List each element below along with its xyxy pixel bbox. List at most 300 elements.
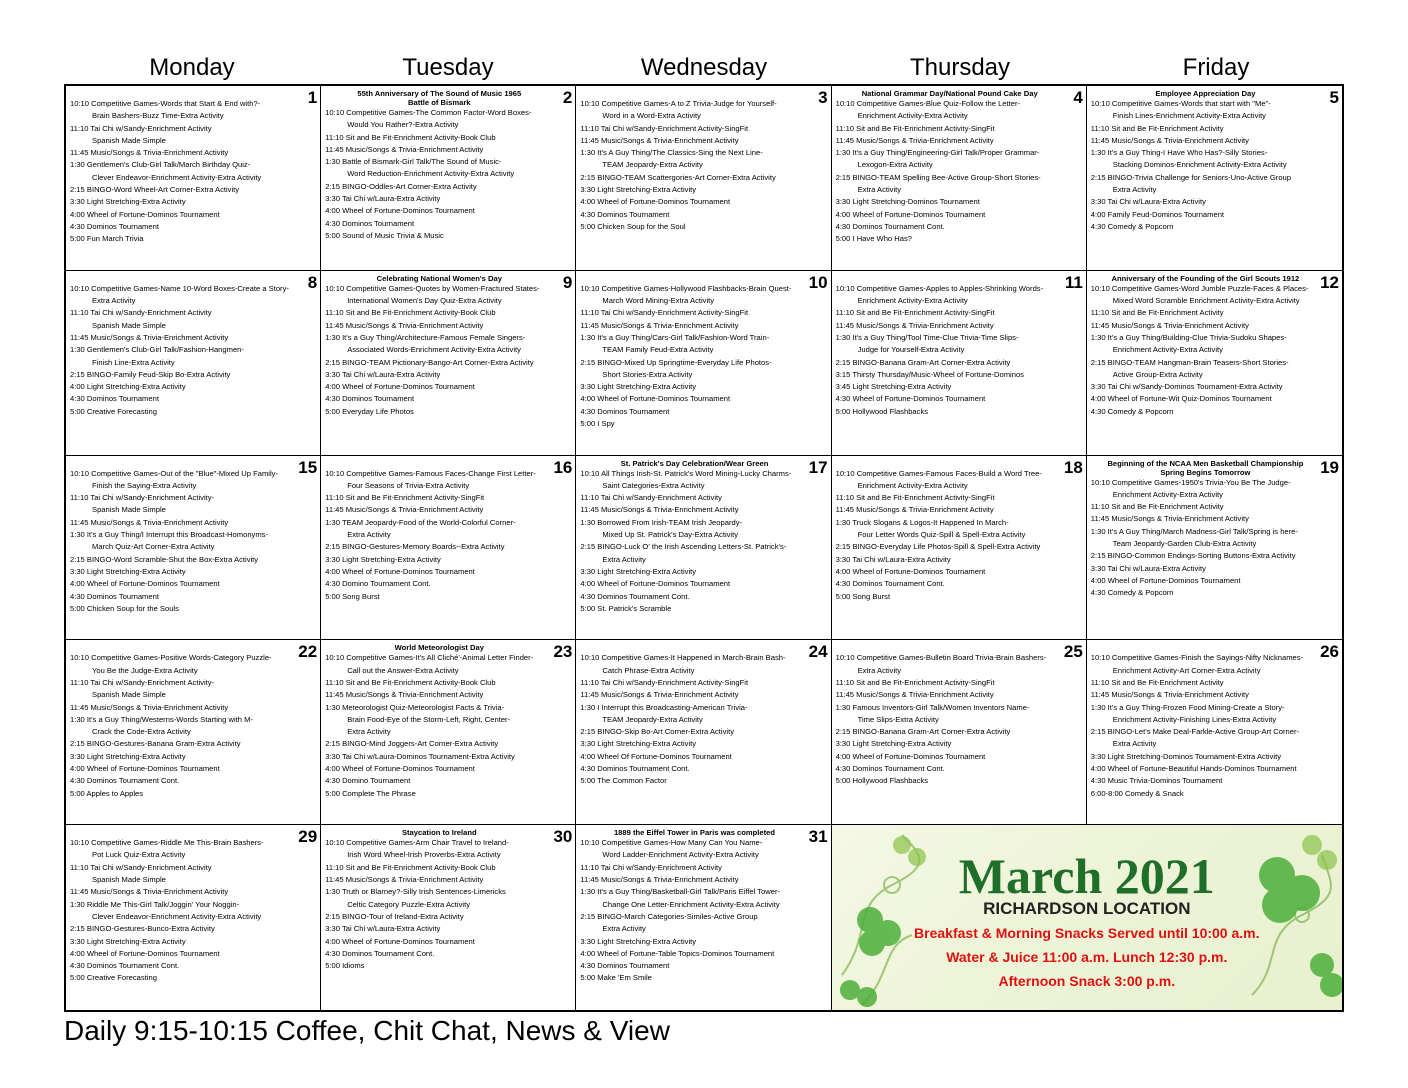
activity-line: 1:30 It's a Guy Thing/Building-Clue Trivia-Sudoku Shapes- [1090,332,1287,342]
day-cell [66,825,321,1010]
activity-list [836,652,1082,787]
activity-line: 1:30 Borrowed From Irish-TEAM Irish Jeopardy- [580,517,743,527]
activity-line: Spanish Made Simple [92,875,166,885]
activity-line: 2:15 BINGO-Skip Bo-Art Corner-Extra Activity [580,727,734,737]
day-number: 29 [298,827,318,847]
activity-line: 6:00-8:00 Comedy & Snack [1090,788,1184,798]
activity-line: Clever Endeavor-Enrichment Activity-Extra Activity [92,911,262,921]
activity-line: 4:30 Domino Tournament Cont. [325,579,431,589]
activity-line: 10:10 Competitive Games-Bulletin Board Trivia-Brain Bashers- [835,653,1047,663]
day-observance [1091,643,1338,652]
activity-list [325,652,571,800]
activity-line: Finish the Saying-Extra Activity [92,480,197,490]
day-observance [70,459,316,468]
day-cell [321,271,576,456]
activity-line: 4:00 Wheel of Fortune-Table Topics-Dominos Tournament [580,948,775,958]
activity-line: 4:00 Wheel of Fortune-Dominos Tournament [70,579,220,589]
day-cell [1087,640,1342,825]
day-number: 25 [1063,642,1083,662]
day-number: 8 [307,272,318,292]
activity-line: Four Seasons of Trivia-Extra Activity [347,480,470,490]
activity-line: Brain Bashers-Buzz Time-Extra Activity [92,111,224,121]
activity-line: 4:30 Dominos Tournament [325,218,415,228]
day-number: 24 [808,642,828,662]
activity-line: 11:10 Tai Chi w/Sandy-Enrichment Activity [70,308,212,318]
activity-line: 5:00 St. Patrick's Scramble [580,603,672,613]
activity-line: 1:30 It's a Guy Thing-Frozen Food Mining-Create a Story- [1090,702,1285,712]
activity-line: Team Jeopardy-Garden Club-Extra Activity [1112,539,1257,549]
activity-line: 10:10 Competitive Games-Famous Faces-Build a Word Tree- [835,468,1042,478]
day-number: 15 [298,457,318,477]
activity-list [70,468,316,616]
activity-line: 3:30 Tai Chi w/Laura-Extra Activity [1090,563,1206,573]
activity-line: 3:30 Light Stretching-Dominos Tournament-Extra Activity [1090,751,1282,761]
activity-line: 3:30 Light Stretching-Extra Activity [580,185,697,195]
activity-line: 2:15 BINGO-Gestures-Banana Gram-Extra Activity [70,739,241,749]
activity-line: 10:10 Competitive Games-Hollywood Flashbacks-Brain Quest- [580,283,792,293]
activity-line: Crack the Code-Extra Activity [92,727,191,737]
activity-line: 1:30 It's a Guy Thing/Westerns-Words Starting with M- [70,714,253,724]
month-title: March 2021 [958,848,1215,905]
activity-line: Irish Word Wheel-Irish Proverbs-Extra Activity [347,850,501,860]
day-number: 16 [553,457,573,477]
activity-line: 4:30 Dominos Tournament Cont. [70,776,180,786]
day-observance: 1889 the Eiffel Tower in Paris was completed [613,828,776,838]
activity-line: Extra Activity [602,554,646,564]
meal-time-breakfast: Breakfast & Morning Snacks Served until 10:00 a.m. [914,925,1260,942]
activity-line: 3:30 Light Stretching-Extra Activity [580,566,697,576]
activity-line: 5:00 Make 'Em Smile [580,973,652,983]
day-observance: St. Patrick's Day Celebration/Wear Green [620,458,769,468]
weekday-friday: Friday [1182,54,1250,81]
day-cell [1087,456,1342,641]
activity-line: 4:00 Family Feud-Dominos Tournament [1090,209,1225,219]
activity-line: Spanish Made Simple [92,135,166,145]
day-observance: National Grammar Day/National Pound Cake Day [861,89,1038,98]
activity-line: 3:30 Light Stretching-Extra Activity [325,554,441,564]
activity-line: TEAM Jeopardy-Extra Activity [602,160,703,170]
activity-line: 2:15 BINGO-Oddles-Art Corner-Extra Activity [325,181,477,191]
day-observance [70,643,316,652]
day-number: 31 [808,827,828,847]
activity-line: 10:10 Competitive Games-Out of the "Blue"-Mixed Up Family- [70,468,278,478]
activity-line: 11:10 Tai Chi w/Sandy-Enrichment Activity [580,493,722,503]
activity-line: 11:45 Music/Songs & Trivia-Enrichment Activity [580,135,739,145]
activity-line: 3:30 Light Stretching-Extra Activity [580,936,697,946]
activity-line: 11:10 Tai Chi w/Sandy-Enrichment Activity- [70,677,215,687]
activity-line: 4:30 Wheel of Fortune-Dominos Tournament [835,394,986,404]
activity-list [836,468,1082,603]
day-number: 4 [1073,88,1083,107]
activity-line: 2:15 BINGO-Gestures-Memory Boards--Extra Activity [325,542,505,552]
activity-list [1091,283,1338,418]
activity-line: Short Stories-Extra Activity [602,369,693,379]
activity-line: Judge for Yourself-Extra Activity [857,345,965,355]
activity-line: 10:10 Competitive Games-It's All Cliché'-Animal Letter Finder- [325,653,534,663]
activity-line: 11:45 Music/Songs & Trivia-Enrichment Activity [325,144,484,154]
day-cell [321,456,576,641]
activity-line: 1:30 Meteorologist Quiz-Meteorologist Facts & Trivia- [325,702,505,712]
activity-line: 2:15 BINGO-Family Feud-Skip Bo-Extra Activity [70,369,231,379]
day-cell [832,86,1087,271]
activity-line: Active Group-Extra Activity [1112,369,1203,379]
activity-line: Brain Food-Eye of the Storm-Left, Right, Center- [347,714,511,724]
activity-line: 4:00 Wheel of Fortune-Wit Quiz-Dominos Tournament [1090,394,1272,404]
day-cell [576,640,831,825]
activity-line: 4:00 Wheel of Fortune-Dominos Tournament [580,579,731,589]
activity-line: 2:15 BINGO-Word Scramble-Shut the Box-Extra Activity [70,554,259,564]
activity-line: 11:10 Sit and Be Fit-Enrichment Activity-SingFit [325,493,485,503]
activity-line: 2:15 BINGO-TEAM Hangman-Brain Teasers-Short Stories- [1090,357,1289,367]
day-cell [576,271,831,456]
activity-line: Extra Activity [857,665,902,675]
activity-line: 4:00 Wheel Of Fortune-Dominos Tournament [580,751,732,761]
activity-line: 10:10 Competitive Games-A to Z Trivia-Judge for Yourself- [580,99,777,108]
day-cell [66,640,321,825]
activity-line: 10:10 All Things Irish-St. Patrick's Word Mining-Lucky Charms- [580,468,792,478]
activity-line: 4:00 Wheel of Fortune-Dominos Tournament [580,197,731,207]
activity-line: Extra Activity [1112,185,1157,195]
activity-list [1091,98,1338,233]
day-observance [836,274,1082,283]
activity-line: 4:30 Dominos Tournament [70,394,159,404]
day-cell [321,86,576,271]
activity-line: Extra Activity [347,727,391,737]
activity-line: 1:30 It's a Guy Thing/I Interrupt this Broadcast-Homonyms- [70,530,268,540]
day-cell [321,640,576,825]
activity-line: 5:00 Hollywood Flashbacks [835,776,929,786]
activity-list [836,283,1082,418]
day-cell [576,825,831,1010]
calendar-grid [64,84,1344,1012]
activity-line: 11:10 Sit and Be Fit-Enrichment Activity [1090,308,1224,318]
day-cell [576,86,831,271]
weekday-monday: Monday [149,54,235,81]
day-cell [1087,86,1342,271]
day-number: 12 [1320,272,1339,292]
activity-line: 5:00 Fun March Trivia [70,234,144,244]
activity-line: 11:45 Music/Songs & Trivia-Enrichment Activity [580,505,739,515]
activity-list [70,283,316,418]
activity-line: Enrichment Activity-Extra Activity [1112,489,1223,499]
activity-line: 11:10 Tai Chi w/Sandy-Enrichment Activity-SingFit [580,308,749,318]
activity-line: 4:00 Light Stretching-Extra Activity [70,382,186,392]
activity-line: 3:30 Light Stretching-Dominos Tournament [835,197,980,207]
activity-line: 11:45 Music/Songs & Trivia-Enrichment Activity [70,702,229,712]
activity-list [70,837,316,985]
activity-line: 5:00 I Spy [580,419,615,429]
activity-line: 11:45 Music/Songs & Trivia-Enrichment Activity [580,875,739,885]
activity-line: 5:00 I Have Who Has? [835,234,912,244]
activity-line: 11:10 Sit and Be Fit-Enrichment Activity-SingFit [835,677,995,687]
activity-line: Enrichment Activity-Extra Activity [857,296,968,306]
meal-time-snack: Afternoon Snack 3:00 p.m. [998,973,1176,990]
activity-line: 11:45 Music/Songs & Trivia-Enrichment Activity [835,135,994,145]
activity-line: 1:30 I Interrupt this Broadcasting-American Trivia- [580,702,748,712]
activity-line: 3:30 Light Stretching-Extra Activity [580,382,697,392]
activity-line: 1:30 It's a Guy Thing/Architecture-Famous Female Singers- [325,332,526,342]
activity-line: Clever Endeavor-Enrichment Activity-Extra Activity [92,172,262,182]
activity-line: Four Letter Words Quiz-Spill & Spell-Extra Activity [857,530,1026,540]
activity-line: 11:10 Sit and Be Fit-Enrichment Activity-Book Club [325,308,496,318]
activity-line: 5:00 Chicken Soup for the Souls [70,603,179,613]
activity-line: TEAM Jeopardy-Extra Activity [602,714,703,724]
activity-line: 11:10 Sit and Be Fit-Enrichment Activity [1090,502,1224,512]
activity-line: 2:15 BINGO-Gestures-Bunco-Extra Activity [70,924,215,934]
activity-line: 1:30 Riddle Me This-Girl Talk/Joggin' Your Noggin- [70,899,240,909]
activity-list [325,283,571,418]
activity-line: Time Slips-Extra Activity [857,714,939,724]
activity-line: 4:30 Dominos Tournament [580,961,670,971]
activity-line: Lexogon-Extra Activity [857,160,933,170]
day-cell [321,825,576,1010]
activity-line: 10:10 Competitive Games-The Common Factor-Word Boxes- [325,108,532,117]
day-observance [70,89,316,98]
activity-line: 4:30 Dominos Tournament Cont. [835,764,945,774]
activity-line: 3:30 Light Stretching-Extra Activity [70,936,186,946]
activity-line: Word in a Word-Extra Activity [602,111,701,121]
activity-line: 4:30 Dominos Tournament [580,406,670,416]
day-cell [1087,271,1342,456]
activity-list [580,98,826,233]
activity-line: Saint Categories-Extra Activity [602,480,705,490]
activity-line: 1:30 TEAM Jeopardy-Food of the World-Colorful Corner- [325,517,516,527]
activity-line: 1:30 Gentlemen's Club-Girl Talk/Fashion-Hangmen- [70,345,244,355]
activity-line: 2:15 BINGO-Trivia Challenge for Seniors-Uno-Active Group [1090,172,1291,182]
activity-line: 4:30 Dominos Tournament Cont. [70,961,180,971]
day-observance: Beginning of the NCAA Men Basketball Championship Spring Begins Tomorrow [1107,458,1304,477]
activity-list [325,837,571,972]
activity-line: 11:10 Sit and Be Fit-Enrichment Activity-Book Club [325,862,496,872]
day-observance: World Meteorologist Day [394,643,484,653]
activity-line: 2:15 BINGO-March Categories-Similes-Active Group [580,911,758,921]
activity-line: 2:15 BINGO-Banana Gram-Art Corner-Extra Activity [835,727,1011,737]
activity-line: Extra Activity [602,924,646,934]
day-number: 26 [1320,642,1339,662]
activity-line: 11:10 Tai Chi w/Sandy-Enrichment Activity-SingFit [580,123,749,133]
activity-list [70,98,316,246]
activity-line: 4:00 Wheel of Fortune-Dominos Tournament [1090,575,1241,585]
activity-line: 2:15 BINGO-TEAM Scattergories-Art Corner-Extra Activity [580,172,776,182]
activity-line: 11:45 Music/Songs & Trivia-Enrichment Activity [580,320,739,330]
activity-line: 11:45 Music/Songs & Trivia-Enrichment Activity [1090,514,1249,524]
activity-line: Enrichment Activity-Art Corner-Extra Activity [1112,665,1261,675]
activity-line: 1:30 It's a Guy Thing/Engineering-Girl Talk/Proper Grammar- [835,148,1040,158]
activity-line: 2:15 BINGO-Tour of Ireland-Extra Activity [325,911,464,921]
day-cell [66,456,321,641]
activity-line: 5:00 The Common Factor [580,776,667,786]
day-number: 1 [307,88,318,107]
day-observance: Employee Appreciation Day [1155,89,1256,98]
activity-line: 11:10 Tai Chi w/Sandy-Enrichment Activity- [70,493,215,503]
activity-line: 3:30 Light Stretching-Extra Activity [70,197,186,207]
activity-list [70,652,316,800]
day-number: 5 [1329,88,1339,107]
activity-line: 11:45 Music/Songs & Trivia-Enrichment Activity [325,320,484,330]
activity-line: 4:00 Wheel of Fortune-Dominos Tournament [325,206,475,216]
activity-line: Finish Lines-Enrichment Activity-Extra Activity [1112,111,1266,121]
activity-line: Extra Activity [347,530,391,540]
activity-line: 2:15 BINGO-TEAM Spelling Bee-Active Group-Short Stories- [835,172,1041,182]
activity-line: 4:30 Comedy & Popcorn [1090,221,1174,231]
activity-line: 5:00 Creative Forecasting [70,406,157,416]
activity-line: 10:10 Competitive Games-Words that start with "Me"- [1090,99,1271,108]
activity-line: 4:00 Wheel of Fortune-Dominos Tournament [835,566,986,576]
activity-line: 11:10 Sit and Be Fit-Enrichment Activity-SingFit [835,123,995,133]
activity-line: 4:00 Wheel of Fortune-Dominos Tournament [325,566,475,576]
activity-line: 4:30 Music Trivia-Dominos Tournament [1090,776,1223,786]
activity-list [1091,652,1338,800]
activity-line: 4:00 Wheel of Fortune-Dominos Tournament [835,209,986,219]
location-name: RICHARDSON LOCATION [983,899,1191,919]
activity-line: 11:45 Music/Songs & Trivia-Enrichment Activity [835,505,994,515]
activity-list [325,107,571,242]
activity-line: 3:45 Light Stretching-Extra Activity [835,382,952,392]
activity-line: Mixed Word Scramble Enrichment Activity-Extra Activity [1112,296,1300,306]
activity-line: 3:30 Light Stretching-Extra Activity [580,739,697,749]
activity-line: 10:10 Competitive Games-Quotes by Women-Fractured States- [325,283,540,293]
day-number: 30 [553,827,573,847]
activity-line: 5:00 Song Burst [325,591,380,601]
activity-line: 5:00 Apples to Apples [70,788,144,798]
activity-line: 1:30 It's a Guy Thing/Basketball-Girl Talk/Paris Eiffel Tower- [580,887,781,897]
activity-line: Enrichment Activity-Extra Activity [857,111,968,121]
activity-line: 11:45 Music/Songs & Trivia-Enrichment Activity [835,690,994,700]
activity-line: 2:15 BINGO-Banana Gram-Art Corner-Extra Activity [835,357,1011,367]
day-number: 22 [298,642,318,662]
activity-line: 4:00 Wheel of Fortune-Dominos Tournament [325,382,475,392]
activity-line: 11:45 Music/Songs & Trivia-Enrichment Activity [1090,690,1249,700]
activity-line: 1:30 Battle of Bismark-Girl Talk/The Sound of Music- [325,157,502,167]
day-observance [836,643,1082,652]
activity-line: 11:45 Music/Songs & Trivia-Enrichment Activity [325,690,484,700]
day-cell [832,271,1087,456]
activity-line: 3:30 Tai Chi w/Laura-Extra Activity [325,194,441,204]
meal-time-lunch: Water & Juice 11:00 a.m. Lunch 12:30 p.m. [946,949,1228,966]
activity-line: 11:10 Tai Chi w/Sandy-Enrichment Activity-SingFit [580,677,749,687]
activity-list [580,652,826,787]
day-cell [832,640,1087,825]
activity-line: 5:00 Song Burst [835,591,891,601]
day-cell [576,456,831,641]
activity-line: Would You Rather?-Extra Activity [347,120,459,130]
day-observance: Anniversary of the Founding of the Girl Scouts 1912 [1111,273,1300,283]
day-observance [836,459,1082,468]
day-observance: Celebrating National Women's Day [376,273,502,283]
activity-line: Spanish Made Simple [92,320,166,330]
activity-line: 4:30 Dominos Tournament Cont. [325,948,435,958]
activity-line: 5:00 Idioms [325,961,365,971]
activity-line: 10:10 Competitive Games-Word Jumble Puzzle-Faces & Places- [1090,283,1309,293]
activity-line: 4:00 Wheel of Fortune-Dominos Tournament [835,751,986,761]
day-cell [66,86,321,271]
activity-line: 10:10 Competitive Games-1950's Trivia-You Be The Judge- [1090,477,1291,487]
activity-line: You Be the Judge-Extra Activity [92,665,198,675]
activity-line: Call out the Answer-Extra Activity [347,665,459,675]
activity-line: International Women's Day Quiz-Extra Activity [347,296,502,306]
activity-line: Enrichment Activity-Extra Activity [857,480,968,490]
activity-line: 1:30 It's A Guy Thing/March Madness-Girl Talk/Spring is here- [1090,526,1298,536]
activity-line: 3:30 Tai Chi w/Laura-Extra Activity [325,369,441,379]
activity-line: Spanish Made Simple [92,505,166,515]
activity-line: 4:30 Comedy & Popcorn [1090,588,1174,598]
activity-line: 11:10 Sit and Be Fit-Enrichment Activity-SingFit [835,493,995,503]
activity-line: 11:10 Sit and Be Fit-Enrichment Activity-Book Club [325,132,496,142]
activity-line: 3:30 Tai Chi w/Sandy-Dominos Tournament-Extra Activity [1090,382,1283,392]
day-number: 2 [562,88,573,107]
activity-line: 1:30 Truth or Blarney?-Silly Irish Sentences-Limericks [325,887,506,897]
activity-line: 4:30 Dominos Tournament Cont. [835,579,945,589]
day-number: 23 [553,642,573,662]
activity-list [580,283,826,431]
activity-line: 1:30 It's A Guy Thing/The Classics-Sing the Next Line- [580,148,763,158]
activity-line: 1:30 Famous Inventors-Girl Talk/Women Inventors Name- [835,702,1030,712]
activity-line: 10:10 Competitive Games-Positive Words-Category Puzzle- [70,653,272,663]
activity-line: 10:10 Competitive Games-Name 10-Word Boxes-Create a Story- [70,283,289,293]
activity-line: Extra Activity [857,185,902,195]
activity-line: 4:00 Wheel of Fortune-Dominos Tournament [580,394,731,404]
activity-line: 10:10 Competitive Games-Riddle Me This-Brain Bashers- [70,838,264,848]
activity-line: 3:30 Tai Chi w/Laura-Extra Activity [835,554,951,564]
activity-line: Word Reduction-Enrichment Activity-Extra Activity [347,169,515,179]
activity-line: 4:00 Wheel of Fortune-Dominos Tournament [325,764,475,774]
activity-line: Catch Phrase-Extra Activity [602,665,695,675]
activity-line: 11:10 Tai Chi w/Sandy-Enrichment Activity [70,123,212,133]
activity-line: Associated Words-Enrichment Activity-Extra Activity [347,345,521,355]
activity-line: 4:30 Dominos Tournament Cont. [580,764,690,774]
day-number: 19 [1320,457,1339,477]
activity-line: 4:30 Dominos Tournament [70,221,159,231]
month-banner [832,825,1342,1010]
activity-line: 11:10 Tai Chi w/Sandy-Enrichment Activity [70,862,212,872]
day-cell [832,456,1087,641]
activity-line: TEAM Family Feud-Extra Activity [602,345,714,355]
activity-line: 1:30 Truck Slogans & Logos-It Happened In March- [835,517,1009,527]
activity-list [325,468,571,603]
activity-line: Stacking Dominos-Enrichment Activity-Extra Activity [1112,160,1287,170]
activity-line: 10:10 Competitive Games-How Many Can You Name- [580,838,763,848]
activity-line: 2:15 BINGO-Everyday Life Photos-Spill & Spell-Extra Activity [835,542,1041,552]
activity-list [580,837,826,985]
activity-line: 11:45 Music/Songs & Trivia-Enrichment Activity [325,505,484,515]
activity-line: 10:10 Competitive Games-Apples to Apples-Shrinking Words- [835,283,1044,293]
activity-line: 3:30 Light Stretching-Extra Activity [70,751,186,761]
activity-line: 5:00 Chicken Soup for the Soul [580,221,686,231]
activity-line: 3:15 Thirsty Thursday/Music-Wheel of Fortune-Dominos [835,369,1024,379]
weekday-thursday: Thursday [909,54,1011,81]
day-observance [70,828,316,837]
activity-line: 10:10 Competitive Games-It Happened in March-Brain Bash- [580,653,786,663]
day-number: 17 [808,457,828,477]
activity-line: 11:45 Music/Songs & Trivia-Enrichment Activity [580,690,739,700]
activity-line: 11:45 Music/Songs & Trivia-Enrichment Activity [70,148,229,158]
activity-line: 10:10 Competitive Games-Famous Faces-Change First Letter- [325,468,536,478]
activity-list [836,98,1082,246]
day-number: 9 [562,272,573,292]
day-observance [580,643,826,652]
activity-line: 4:00 Wheel of Fortune-Beautiful Hands-Dominos Tournament [1090,764,1297,774]
activity-line: Finish Line-Extra Activity [92,357,175,367]
activity-line: 2:15 BINGO-Let's Make Deal-Farkle-Active Group-Art Corner- [1090,727,1300,737]
activity-line: 5:00 Sound of Music Trivia & Music [325,230,444,240]
activity-line: 11:45 Music/Songs & Trivia-Enrichment Activity [70,887,229,897]
day-observance: Staycation to Ireland [401,828,477,838]
activity-line: 4:00 Wheel of Fortune-Dominos Tournament [70,764,220,774]
day-number: 10 [808,272,828,292]
day-observance [580,274,826,283]
activity-line: 10:10 Competitive Games-Arm Chair Travel to Ireland- [325,838,509,848]
activity-line: 4:30 Dominos Tournament [580,209,670,219]
